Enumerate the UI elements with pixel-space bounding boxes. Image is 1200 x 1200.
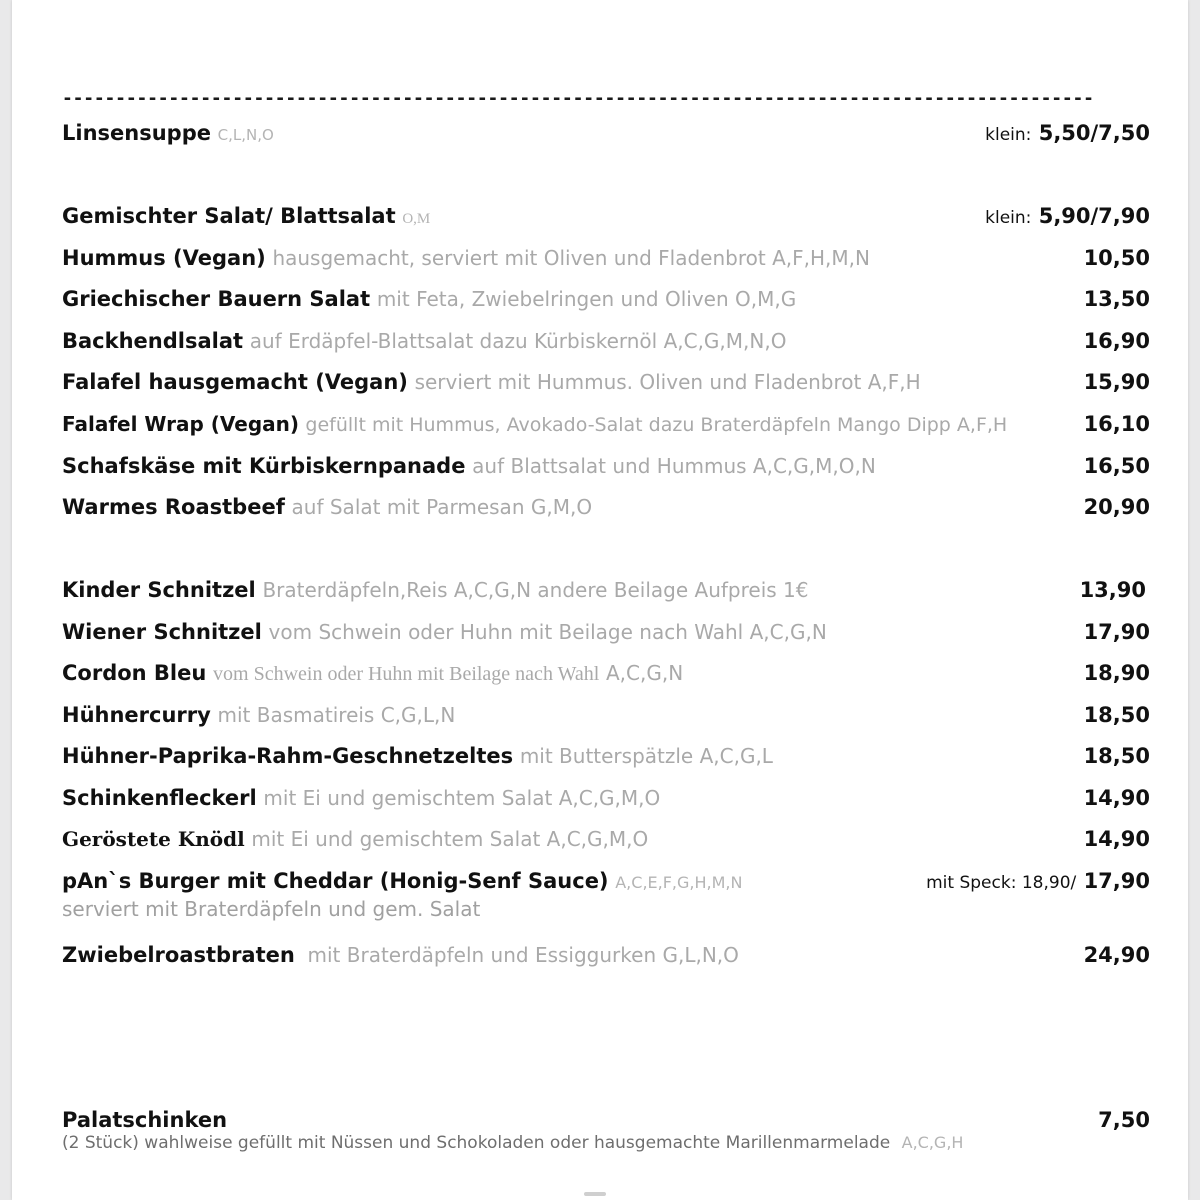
item-description: mit Ei und gemischtem Salat A,C,G,M,O [263,786,661,810]
menu-item-hummus [62,243,1150,273]
menu-item-knoedl [62,824,1150,854]
item-description: auf Salat mit Parmesan G,M,O [291,495,593,519]
menu-item-roastbeef [62,492,1150,522]
item-name: Falafel hausgemacht (Vegan) [62,370,408,394]
item-name: Warmes Roastbeef [62,495,285,519]
item-description: mit Butterspätzle A,C,G,L [519,744,773,768]
item-name: Zwiebelroastbraten [62,943,295,967]
item-allergens: A,C,G,N [605,661,684,685]
item-price: 13,50 [1083,287,1150,311]
item-price: 24,90 [1083,943,1150,967]
menu-item-wiener-schnitzel [62,617,1150,647]
menu-item-schinkenfleckerl [62,783,1150,813]
item-name: Hühner-Paprika-Rahm-Geschnetzeltes [62,744,514,768]
menu-item-kinder-schnitzel [62,575,1150,605]
section-divider: ------------------------------------------------------------------------------------------------- [62,88,1094,109]
item-description: mit Braterdäpfeln und Essiggurken G,L,N,O [307,943,739,967]
item-name: Palatschinken [62,1108,228,1132]
item-allergens: C,L,N,O [217,126,274,144]
menu-item-backhendlsalat [62,326,1150,356]
item-name: Schinkenfleckerl [62,786,257,810]
item-subtext [62,1133,963,1153]
menu-item-burger [62,866,1150,930]
item-price: 16,50 [1083,454,1150,478]
price-prefix: klein: [985,208,1032,228]
menu-item-geschnetzeltes [62,741,1150,771]
item-name: Wiener Schnitzel [62,620,262,644]
item-name: Hühnercurry [62,703,211,727]
item-price: 7,50 [1098,1108,1150,1132]
item-name: Hummus (Vegan) [62,246,266,270]
item-allergens: A,C,G,H [901,1133,964,1152]
item-description: auf Erdäpfel-Blattsalat dazu Kürbiskernöl A,C,G,M,N,O [249,329,787,353]
menu-item-huehnercurry [62,700,1150,730]
item-name: Backhendlsalat [62,329,244,353]
item-price: 18,90 [1083,661,1150,685]
item-subtext: serviert mit Braterdäpfeln und gem. Salat [62,897,481,921]
item-price: 15,90 [1083,370,1150,394]
item-name: Linsensuppe [62,121,211,145]
item-allergens: O,M [402,211,431,227]
item-name: pAn`s Burger mit Cheddar (Honig-Senf Sauce) [62,869,609,893]
item-description: serviert mit Hummus. Oliven und Fladenbrot A,F,H [414,370,921,394]
item-price: 14,90 [1083,827,1150,851]
item-name: Kinder Schnitzel [62,578,256,602]
item-name: Cordon Bleu [62,661,207,685]
menu-item-falafel [62,367,1150,397]
item-price: 13,90 [1079,578,1146,602]
cut-off-text-fragment [584,1192,606,1196]
item-description: vom Schwein oder Huhn mit Beilage nach Wahl [213,663,600,685]
item-description: gefüllt mit Hummus, Avokado-Salat dazu Braterdäpfeln Mango Dipp A,F,H [305,414,1008,436]
menu-item-palatschinken [62,1105,1150,1165]
item-allergens: A,C,E,F,G,H,M,N [615,873,743,892]
item-price [985,201,1150,233]
menu-item-gemischter-salat [62,201,1150,231]
item-description: auf Blattsalat und Hummus A,C,G,M,O,N [472,454,876,478]
price-value: 17,90 [1083,869,1150,893]
item-price: 20,90 [1083,495,1150,519]
price-prefix: klein: [985,125,1032,145]
item-price: 10,50 [1083,246,1150,270]
item-price [926,866,1150,898]
menu-item-schafskaese [62,451,1150,481]
item-price: 16,10 [1083,412,1150,436]
item-description: vom Schwein oder Huhn mit Beilage nach Wahl A,C,G,N [268,620,827,644]
price-prefix: mit Speck: 18,90/ [926,873,1077,893]
item-description: Braterdäpfeln,Reis A,C,G,N andere Beilage Aufpreis 1€ [262,578,809,602]
item-price: 17,90 [1083,620,1150,644]
item-price: 14,90 [1083,786,1150,810]
item-description: mit Ei und gemischtem Salat A,C,G,M,O [251,827,649,851]
menu-item-linsensuppe [62,118,1150,148]
menu-item-bauern-salat [62,284,1150,314]
item-description: hausgemacht, serviert mit Oliven und Fladenbrot A,F,H,M,N [272,246,870,270]
menu-page [12,0,1188,1200]
menu-item-falafel-wrap [62,409,1150,439]
item-price [985,118,1150,150]
item-price: 18,50 [1083,703,1150,727]
item-description: (2 Stück) wahlweise gefüllt mit Nüssen und Schokoladen oder hausgemachte Marillenmarmelade [62,1133,891,1153]
menu-item-cordon-bleu [62,658,1150,688]
item-name: Geröstete Knödl [62,827,245,851]
item-description: mit Basmatireis C,G,L,N [217,703,456,727]
item-name: Schafskäse mit Kürbiskernpanade [62,454,466,478]
item-name: Gemischter Salat/ Blattsalat [62,204,396,228]
item-name: Griechischer Bauern Salat [62,287,371,311]
item-description: mit Feta, Zwiebelringen und Oliven O,M,G [376,287,797,311]
item-name: Falafel Wrap (Vegan) [62,412,300,436]
item-price: 16,90 [1083,329,1150,353]
price-value: 5,90/7,90 [1038,204,1150,228]
menu-item-zwiebelroastbraten [62,940,1150,970]
price-value: 5,50/7,50 [1038,121,1150,145]
item-price: 18,50 [1083,744,1150,768]
